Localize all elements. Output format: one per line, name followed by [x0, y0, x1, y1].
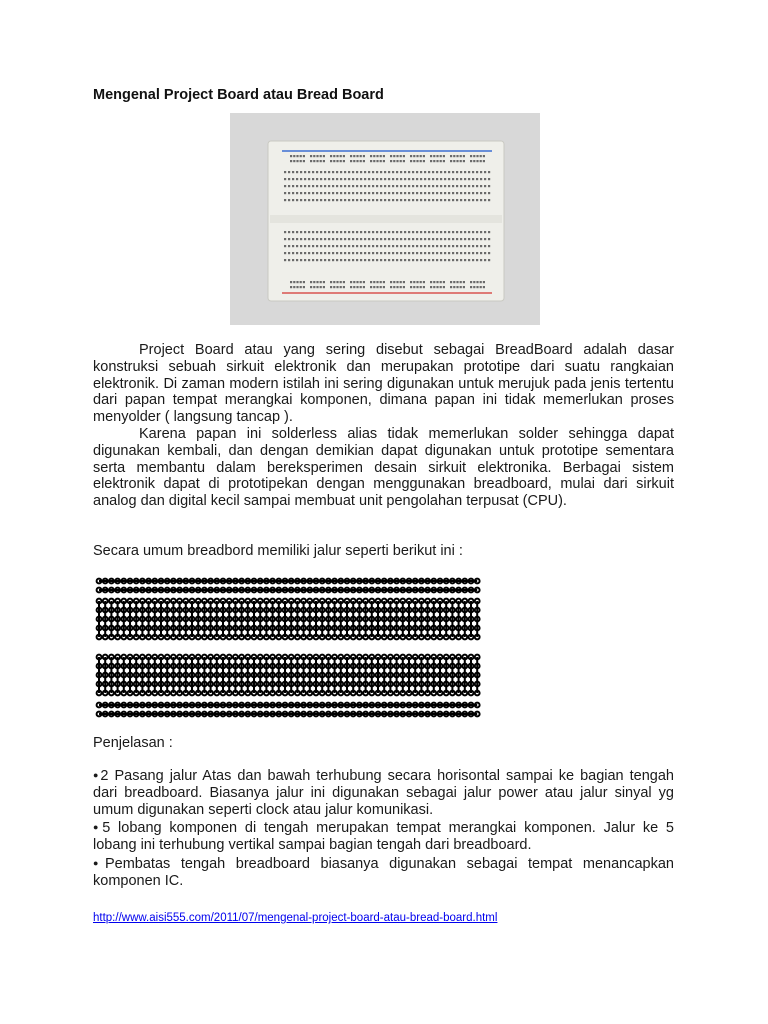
paragraph-jalur: Secara umum breadbord memiliki jalur seperti berikut ini : — [93, 543, 463, 559]
breadboard-photo — [230, 113, 540, 325]
source-link[interactable]: http://www.aisi555.com/2011/07/mengenal-project-board-atau-bread-board.html — [93, 912, 498, 924]
breadboard-diagram — [93, 576, 485, 718]
paragraph-intro-text: Project Board atau yang sering disebut sebagai BreadBoard adalah dasar konstruksi sebuah sirkuit elektronik dan merupakan prototipe dari suatu rangkaian elektronik. Di zaman modern istilah ini sering digunakan untuk merujuk pada jenis tertentu dari papan tempat merangkai komponen, dimana papan ini tidak memerlukan proses menyolder ( langsung tancap ). — [93, 342, 674, 426]
bullet-icon: ● — [93, 822, 103, 833]
list-item: ●5 lobang komponen di tengah merupakan tempat merangkai komponen. Jalur ke 5 lobang ini terhubung vertikal sampai bagian tengah dari breadboard. — [93, 820, 675, 854]
paragraph-solderless-text: Karena papan ini solderless alias tidak memerlukan solder sehingga dapat digunakan kembali, dan dengan demikian dapat digunakan untuk prototipe sementara serta membantu dalam bereksperimen desain sirkuit elektronika. Berbagai sistem elektronik dapat di prototipekan dengan menggunakan breadboard, mulai dari sirkuit analog dan digital kecil sampai membuat unit pengolahan terpusat (CPU). — [93, 426, 674, 510]
list-item: ●2 Pasang jalur Atas dan bawah terhubung secara horisontal sampai ke bagian tengah dari breadboard. Biasanya jalur ini digunakan sebagai jalur power atau jalur sinyal yg umum digunakan seperti clock atau jalur komunikasi. — [93, 768, 674, 818]
bullet-icon: ● — [93, 857, 105, 868]
explanation-list — [93, 767, 674, 891]
paragraph-solderless — [93, 426, 674, 510]
page-title: Mengenal Project Board atau Bread Board — [93, 87, 384, 103]
explanation-heading: Penjelasan : — [93, 735, 173, 751]
paragraph-intro — [93, 342, 674, 426]
list-item: ●Pembatas tengah breadboard biasanya digunakan sebagai tempat menancapkan komponen IC. — [93, 855, 674, 889]
bullet-icon: ● — [93, 770, 101, 780]
